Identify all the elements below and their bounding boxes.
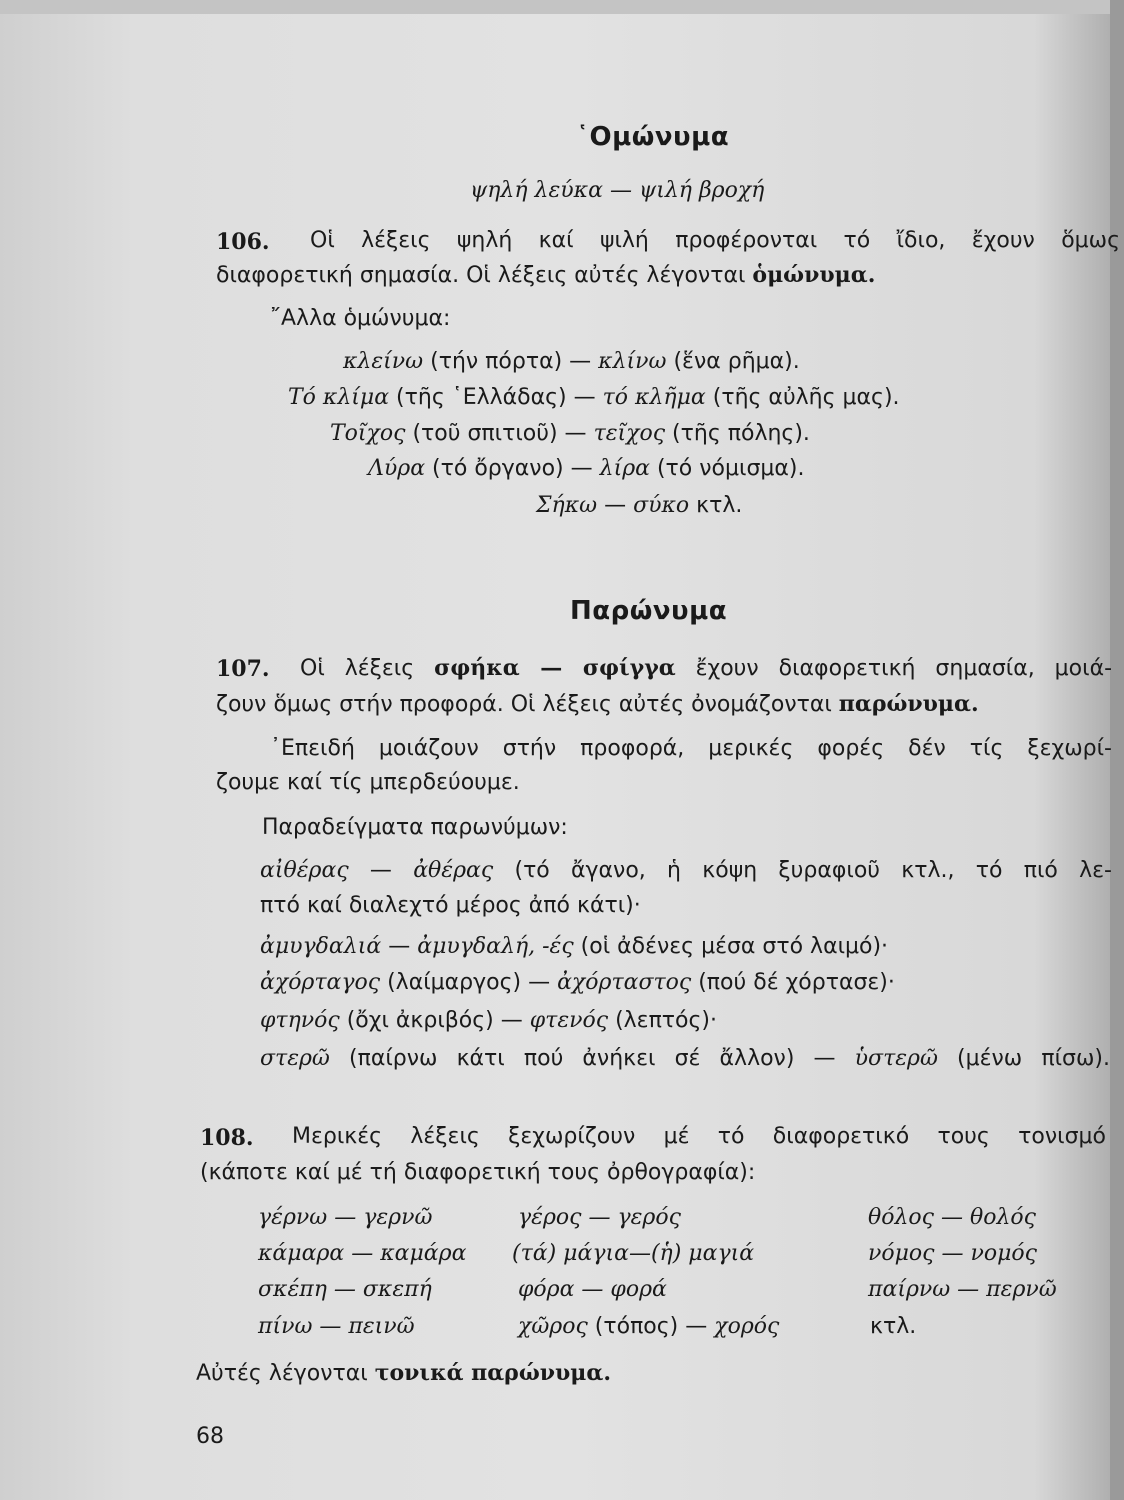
paronyms-line-4: ζουμε καί τίς μπερδεύουμε. xyxy=(216,770,520,795)
tonal-pair-c3-1: θόλος — θολός xyxy=(868,1205,1036,1230)
paronym-examples-label: Παραδείγματα παρωνύμων: xyxy=(262,815,568,840)
tonal-pair-c3-3: παίρνω — περνῶ xyxy=(868,1277,1057,1302)
homonym-pair-2: Τό κλίμα (τῆς ῾Ελλάδας) — τό κλῆμα (τῆς αὐλῆς μας). xyxy=(288,385,900,410)
term-homonyms: ὁμώνυμα. xyxy=(752,262,876,288)
tonal-pair-c2-2: (τά) μάγια—(ἡ) μαγιά xyxy=(512,1241,755,1266)
paronym-example-4: φτηνός (ὄχι ἀκριβός) — φτενός (λεπτός)· xyxy=(260,1008,718,1033)
tonal-pair-c2-3: φόρα — φορά xyxy=(518,1277,667,1302)
paronym-example-1-cont: πτό καί διαλεχτό μέρος ἀπό κάτι)· xyxy=(260,893,641,918)
term-paronyms: παρώνυμα. xyxy=(838,691,979,717)
paronyms-line-3: ᾿Επειδή μοιάζουν στήν προφορά, μερικές φορές δέν τίς ξεχωρί- xyxy=(270,736,1112,761)
homonym-pair-3: Τοῖχος (τοῦ σπιτιοῦ) — τεῖχος (τῆς πόλης). xyxy=(330,421,810,446)
tonal-pair-c1-4: πίνω — πεινῶ xyxy=(258,1314,415,1339)
tonal-pair-c1-2: κάμαρα — καμάρα xyxy=(258,1241,467,1266)
tonal-pair-c2-4: χῶρος (τόπος) — χορός xyxy=(518,1314,780,1339)
homonyms-example: ψηλή λεύκα — ψιλή βροχή xyxy=(470,178,765,203)
tonal-etc: κτλ. xyxy=(870,1314,917,1339)
tonal-pair-c2-1: γέρος — γερός xyxy=(518,1205,681,1230)
paronyms-line-2: ζουν ὅμως στήν προφορά. Οἱ λέξεις αὐτές ὀνομάζονται παρώνυμα. xyxy=(216,691,979,717)
homonym-pair-5: Σήκω — σύκο κτλ. xyxy=(536,493,743,518)
tonal-pair-c1-3: σκέπη — σκεπή xyxy=(258,1277,432,1302)
homonym-pair-4: Λύρα (τό ὄργανο) — λίρα (τό νόμισμα). xyxy=(368,456,805,481)
page-number: 68 xyxy=(196,1424,224,1449)
tonal-line-2: (κάποτε καί μέ τή διαφορετική τους ὀρθογραφία): xyxy=(200,1160,756,1185)
paronyms-line-1: Οἱ λέξεις σφήκα — σφίγγα ἔχουν διαφορετική σημασία, μοιά- xyxy=(300,655,1113,681)
page-top-edge xyxy=(0,0,1124,14)
homonyms-heading: ῾Ομώνυμα xyxy=(576,122,730,152)
section-number-108: 108. xyxy=(200,1125,254,1151)
page-right-edge xyxy=(1110,0,1124,1500)
tonal-closing: Αὐτές λέγονται τονικά παρώνυμα. xyxy=(196,1360,611,1386)
paronym-example-2: ἀμυγδαλιά — ἀμυγδαλή, -ές (οἱ ἀδένες μέσα στό λαιμό)· xyxy=(260,934,889,959)
homonyms-line-1: Οἱ λέξεις ψηλή καί ψιλή προφέρονται τό ἴδιο, ἔχουν ὅμως xyxy=(310,228,1120,253)
tonal-line-1: Μερικές λέξεις ξεχωρίζουν μέ τό διαφορετικό τους τονισμό xyxy=(292,1124,1106,1149)
section-number-106: 106. xyxy=(216,229,270,255)
paronym-example-1: αἰθέρας — ἀθέρας (τό ἄγανο, ἡ κόψη ξυραφιοῦ κτλ., τό πιό λε- xyxy=(260,858,1112,883)
homonym-pair-1: κλείνω (τήν πόρτα) — κλίνω (ἕνα ρῆμα). xyxy=(343,349,800,374)
term-tonal-paronyms: τονικά παρώνυμα. xyxy=(374,1360,611,1386)
paronyms-heading: Παρώνυμα xyxy=(570,596,728,626)
other-homonyms-label: ῎Αλλα ὁμώνυμα: xyxy=(270,306,451,331)
term-wasp-sphinx: σφήκα — σφίγγα xyxy=(434,655,676,681)
paronym-example-3: ἀχόρταγος (λαίμαργος) — ἀχόρταστος (πού δέ χόρτασε)· xyxy=(260,970,895,995)
tonal-pair-c3-2: νόμος — νομός xyxy=(868,1241,1037,1266)
homonyms-line-2: διαφορετική σημασία. Οἱ λέξεις αὐτές λέγονται ὁμώνυμα. xyxy=(216,262,876,288)
paronym-example-5: στερῶ (παίρνω κάτι πού ἀνήκει σέ ἄλλον) — ὑστερῶ (μένω πίσω). xyxy=(260,1046,1110,1071)
tonal-pair-c1-1: γέρνω — γερνῶ xyxy=(258,1205,433,1230)
section-number-107: 107. xyxy=(216,656,270,682)
